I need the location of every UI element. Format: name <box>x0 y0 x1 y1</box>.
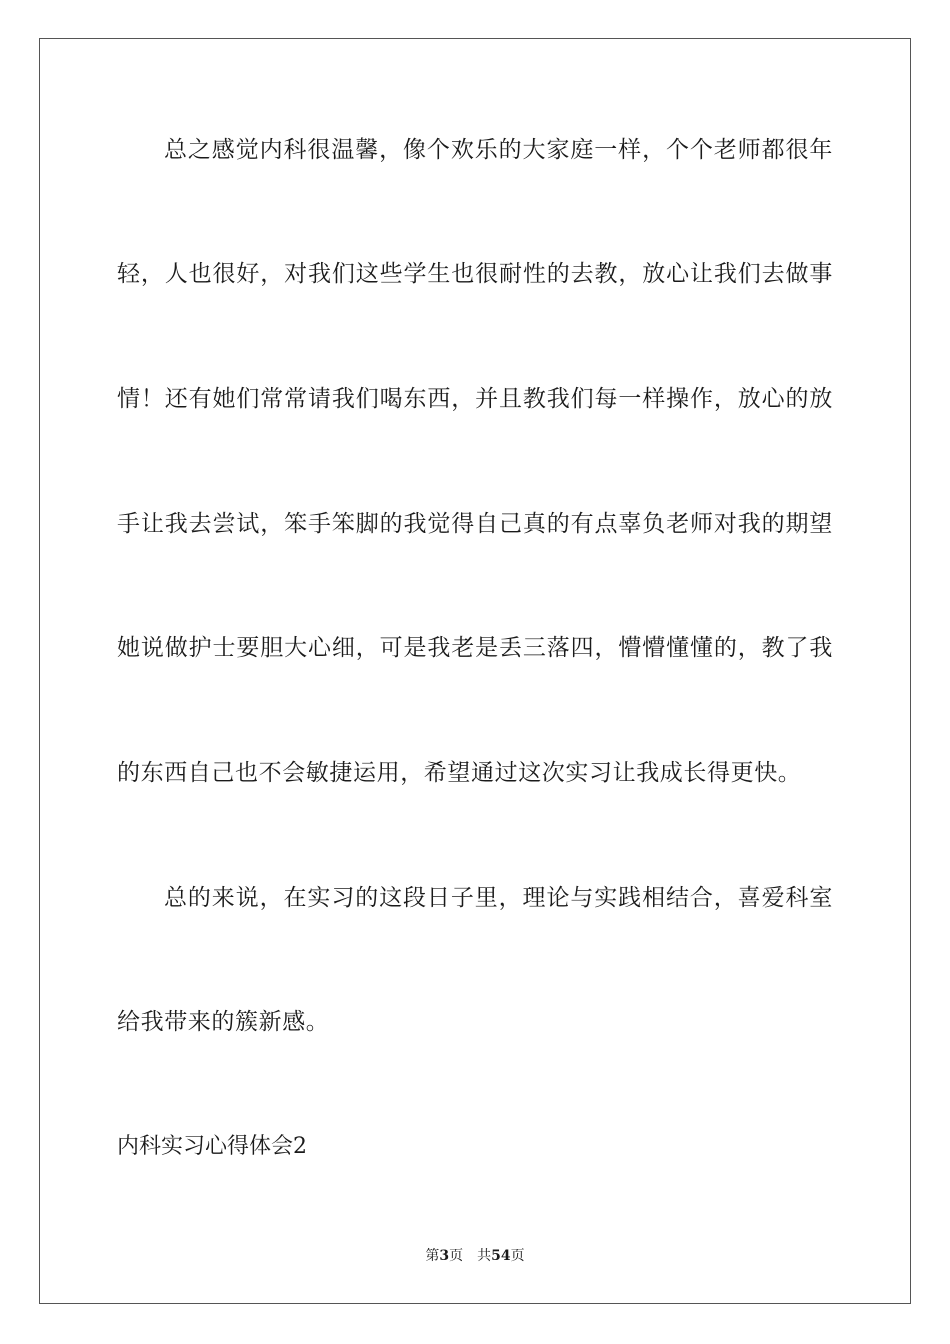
footer-prefix: 第 <box>425 1248 440 1264</box>
section-heading: 内科实习心得体会2 <box>117 1134 307 1159</box>
page-frame <box>39 38 911 1304</box>
page-footer <box>0 1247 950 1265</box>
paragraph-line: 总的来说，在实习的这段日子里，理论与实践相结合，喜爱科室 <box>164 885 833 911</box>
footer-total-suffix: 页 <box>510 1248 525 1264</box>
paragraph-line: 总之感觉内科很温馨，像个欢乐的大家庭一样，个个老师都很年 <box>164 137 833 163</box>
paragraph-line: 手让我去尝试，笨手笨脚的我觉得自己真的有点辜负老师对我的期望 <box>117 511 833 537</box>
footer-page-word: 页 <box>449 1248 464 1264</box>
current-page-number: 3 <box>439 1248 450 1264</box>
paragraph-line: 她说做护士要胆大心细，可是我老是丢三落四，懵懵懂懂的，教了我 <box>117 635 833 661</box>
footer-total-prefix: 共 <box>477 1248 492 1264</box>
paragraph-line: 给我带来的簇新感。 <box>117 1009 330 1035</box>
paragraph-line: 的东西自己也不会敏捷运用，希望通过这次实习让我成长得更快。 <box>117 760 802 786</box>
total-page-count: 54 <box>491 1248 511 1264</box>
paragraph-line: 轻，人也很好，对我们这些学生也很耐性的去教，放心让我们去做事 <box>117 261 833 287</box>
paragraph-line: 情！还有她们常常请我们喝东西，并且教我们每一样操作，放心的放 <box>117 386 833 412</box>
